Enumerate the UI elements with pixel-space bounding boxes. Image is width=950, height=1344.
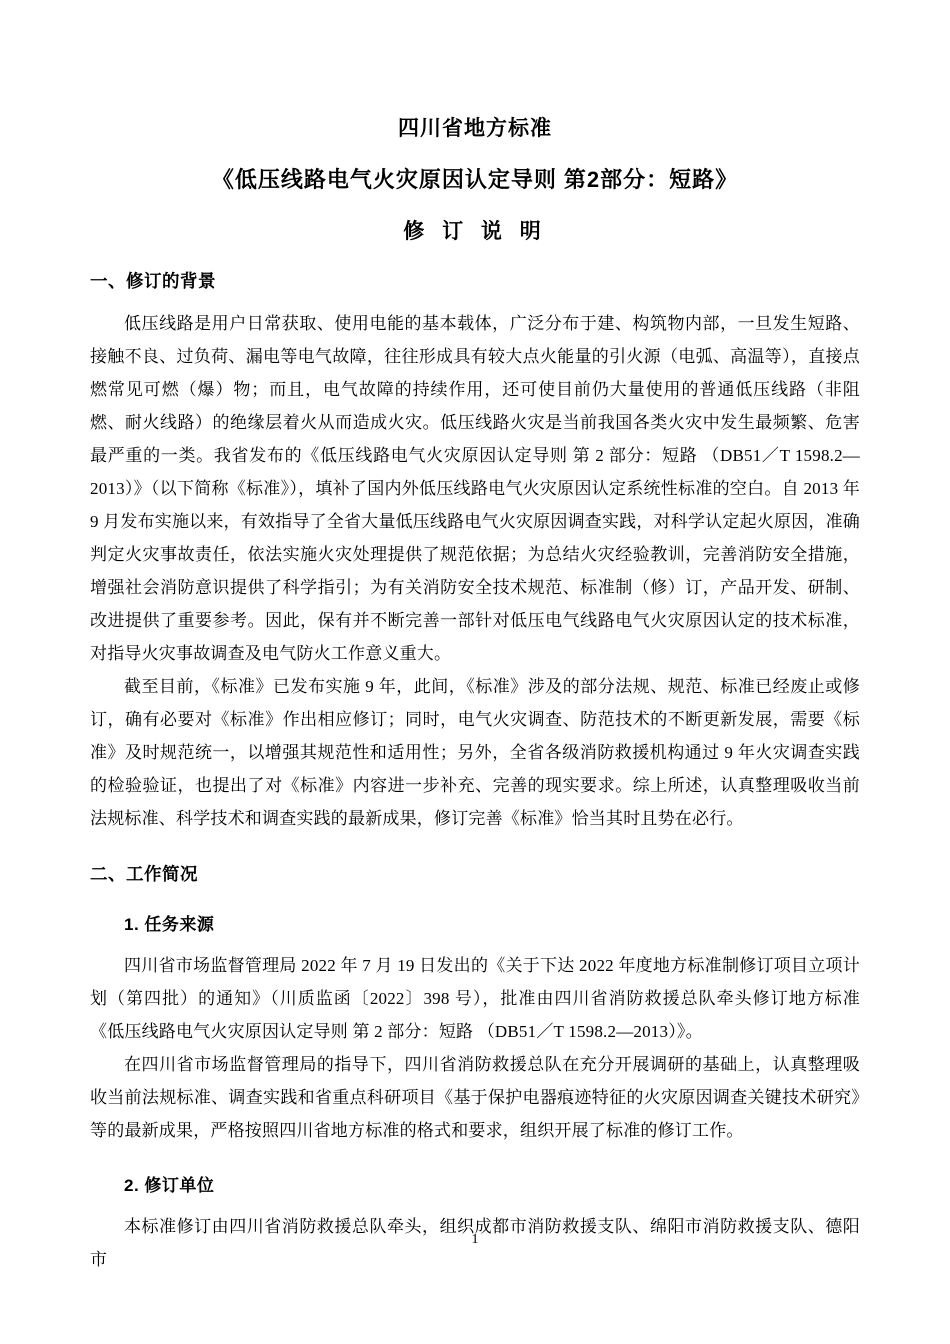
subsection-heading-1: 1. 任务来源 xyxy=(124,915,215,934)
page-number: 1 xyxy=(471,1232,479,1247)
doc-title-line-3: 修 订 说 明 xyxy=(403,220,547,243)
paragraph: 截至目前，《标准》已发布实施 9 年，此间，《标准》涉及的部分法规、规范、标准已经废止或修订，确有必要对《标准》作出相应修订；同时，电气火灾调查、防范技术的不断更新发展，需要《标准》及时规范统一，以增强其规范性和适用性；另外，全省各级消防救援机构通过 9 年火灾调查实践的检验验证，也提出了对《标准》内容进一步补充、完善的现实要求。综上所述，认真整理吸收当前法规标准、科学技术和调查实践的最新成果，修订完善《标准》恰当其时且势在必行。 xyxy=(90,677,860,828)
paragraph: 本标准修订由四川省消防救援总队牵头，组织成都市消防救援支队、绵阳市消防救援支队、德阳市 xyxy=(90,1217,860,1269)
paragraph: 低压线路是用户日常获取、使用电能的基本载体，广泛分布于建、构筑物内部，一旦发生短路、接触不良、过负荷、漏电等电气故障，往往形成具有较大点火能量的引火源（电弧、高温等），直接点燃常见可燃（爆）物；而且，电气故障的持续作用，还可使目前仍大量使用的普通低压线路（非阻燃、耐火线路）的绝缘层着火从而造成火灾。低压线路火灾是当前我国各类火灾中发生最频繁、危害最严重的一类。我省发布的《低压线路电气火灾原因认定导则 第 2 部分：短路 （DB51／T 1598.2—2013）》（以下简称《标准》），填补了国内外低压线路电气火灾原因认定系统性标准的空白。自 2013 年 9 月发布实施以来，有效指导了全省大量低压线路电气火灾原因调查实践，对科学认定起火原因，准确判定火灾事故责任，依法实施火灾处理提供了规范依据；为总结火灾经验教训，完善消防安全措施，增强社会消防意识提供了科学指引；为有关消防安全技术规范、标准制（修）订，产品开发、研制、改进提供了重要参考。因此，保有并不断完善一部针对低压电气线路电气火灾原因认定的技术标准，对指导火灾事故调查及电气防火工作意义重大。 xyxy=(90,314,860,663)
section-background xyxy=(90,268,860,835)
doc-title-line-2: 《低压线路电气火灾原因认定导则 第2部分：短路》 xyxy=(211,167,739,192)
subsection-1-body xyxy=(90,949,860,1147)
subsection-revision-units xyxy=(90,1171,860,1276)
paragraph: 在四川省市场监督管理局的指导下，四川省消防救援总队在充分开展调研的基础上，认真整理吸收当前法规标准、调查实践和省重点科研项目《基于保护电器痕迹特征的火灾原因调查关键技术研究》等的最新成果，严格按照四川省地方标准的格式和要求，组织开展了标准的修订工作。 xyxy=(90,1055,860,1140)
title-block xyxy=(90,118,860,242)
subsection-heading-2: 2. 修订单位 xyxy=(124,1176,215,1195)
section-heading-1: 一、修订的背景 xyxy=(90,271,216,291)
subsection-task-source xyxy=(90,910,860,1147)
section-1-body xyxy=(90,307,860,835)
section-heading-2: 二、工作简况 xyxy=(90,864,198,884)
doc-title-line-1: 四川省地方标准 xyxy=(398,117,552,140)
paragraph: 四川省市场监督管理局 2022 年 7 月 19 日发出的《关于下达 2022 年度地方标准制修订项目立项计划（第四批）的通知》（川质监函〔2022〕398 号），批准由四川省消防救援总队牵头修订地方标准《低压线路电气火灾原因认定导则 第 2 部分：短路 （DB51／T 1598.2—2013）》。 xyxy=(90,956,860,1041)
section-work-overview xyxy=(90,861,860,1276)
